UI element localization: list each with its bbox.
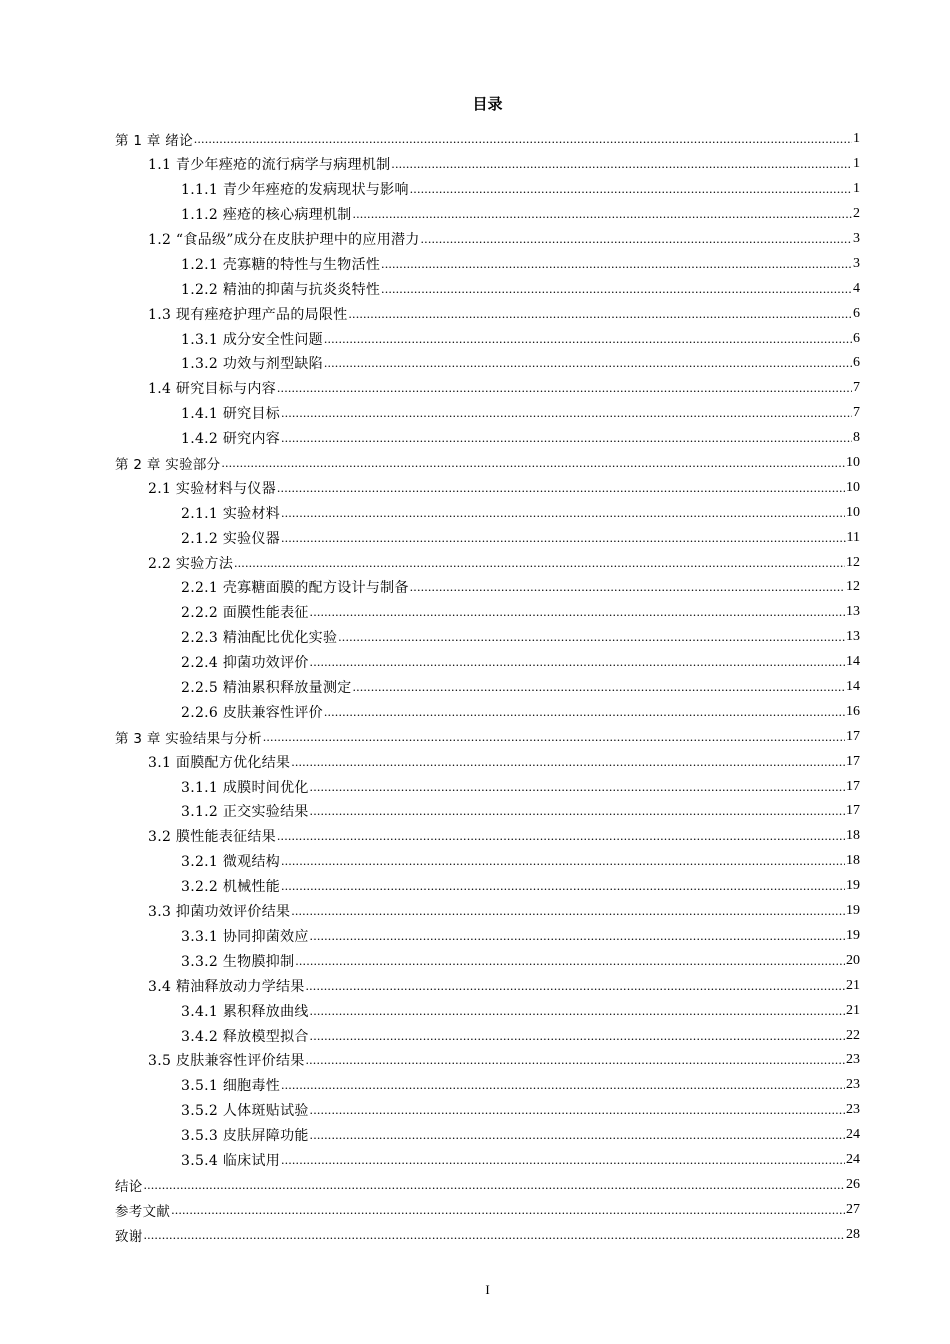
toc-entry-page: 17 (846, 728, 860, 744)
toc-dot-leader (263, 730, 845, 744)
toc-entry[interactable] (115, 426, 860, 451)
toc-entry-page: 6 (853, 355, 860, 371)
toc-entry-label: 第 3 章 实验结果与分析 (115, 730, 262, 747)
toc-entry-label: 3.3 抑菌功效评价结果 (148, 904, 291, 921)
toc-entry-label: 3.4.2 释放模型拟合 (181, 1028, 309, 1045)
toc-entry-label: 第 1 章 绪论 (115, 133, 193, 150)
toc-entry-page: 17 (846, 803, 860, 819)
toc-entry-label: 3.4.1 累积释放曲线 (181, 1003, 309, 1020)
toc-entry-page: 6 (853, 330, 860, 346)
toc-dot-leader (310, 1029, 845, 1043)
toc-dot-leader (410, 580, 845, 594)
toc-entry[interactable] (115, 625, 860, 650)
toc-entry-page: 6 (853, 305, 860, 321)
toc-dot-leader (381, 282, 852, 296)
toc-dot-leader (281, 406, 852, 420)
toc-dot-leader (281, 431, 852, 445)
toc-entry[interactable] (115, 1172, 860, 1197)
toc-dot-leader (324, 705, 845, 719)
toc-entry-page: 24 (846, 1151, 860, 1167)
toc-entry-page: 10 (846, 455, 860, 471)
toc-entry[interactable] (115, 351, 860, 376)
toc-entry[interactable] (115, 899, 860, 924)
toc-entry-page: 21 (846, 1002, 860, 1018)
toc-entry-page: 1 (853, 131, 860, 147)
toc-entry-label: 致谢 (115, 1228, 143, 1245)
toc-dot-leader (281, 879, 845, 893)
toc-entry-page: 18 (846, 828, 860, 844)
toc-entry-page: 26 (846, 1176, 860, 1192)
toc-entry-label: 2.2.1 壳寡糖面膜的配方设计与制备 (181, 580, 409, 597)
toc-entry-page: 27 (846, 1201, 860, 1217)
toc-entry-label: 2.1 实验材料与仪器 (148, 480, 277, 497)
toc-entry-page: 23 (846, 1077, 860, 1093)
toc-dot-leader (234, 556, 845, 570)
toc-entry-label: 3.2.1 微观结构 (181, 854, 281, 871)
toc-entry[interactable] (115, 525, 860, 550)
toc-entry-page: 19 (846, 878, 860, 894)
toc-dot-leader (324, 332, 852, 346)
toc-entry-label: 1.4.2 研究内容 (181, 431, 281, 448)
toc-dot-leader (281, 854, 845, 868)
toc-entry[interactable] (115, 1148, 860, 1173)
toc-entry[interactable] (115, 1073, 860, 1098)
toc-entry-label: 3.3.2 生物膜抑制 (181, 953, 295, 970)
toc-entry[interactable] (115, 575, 860, 600)
toc-dot-leader (281, 1078, 845, 1092)
toc-dot-leader (391, 157, 852, 171)
toc-entry-page: 4 (853, 280, 860, 296)
toc-entry-label: 2.2.3 精油配比优化实验 (181, 630, 338, 647)
toc-dot-leader (291, 755, 845, 769)
toc-entry-page: 18 (846, 853, 860, 869)
toc-entry[interactable] (115, 874, 860, 899)
toc-entry-label: 1.1.1 青少年痤疮的发病现状与影响 (181, 182, 409, 199)
toc-entry-page: 19 (846, 927, 860, 943)
toc-entry[interactable] (115, 600, 860, 625)
toc-entry[interactable] (115, 152, 860, 177)
toc-dot-leader (353, 207, 852, 221)
toc-entry-label: 参考文献 (115, 1203, 171, 1220)
toc-dot-leader (306, 979, 845, 993)
toc-entry-label: 3.3.1 协同抑菌效应 (181, 928, 309, 945)
toc-dot-leader (310, 605, 845, 619)
toc-dot-leader (310, 1103, 845, 1117)
toc-dot-leader (310, 804, 845, 818)
toc-entry-label: 3.1.1 成膜时间优化 (181, 779, 309, 796)
toc-entry-label: 3.2.2 机械性能 (181, 879, 281, 896)
toc-entry-page: 16 (846, 703, 860, 719)
toc-entry-page: 21 (846, 977, 860, 993)
toc-title: 目录 (472, 95, 503, 113)
toc-entry[interactable] (115, 924, 860, 949)
toc-entry[interactable] (115, 227, 860, 252)
toc-dot-leader (421, 232, 852, 246)
toc-entry-label: 1.2.1 壳寡糖的特性与生物活性 (181, 256, 381, 273)
toc-entry[interactable] (115, 475, 860, 500)
toc-entry[interactable] (115, 376, 860, 401)
toc-dot-leader (171, 1203, 845, 1217)
toc-entry[interactable] (115, 301, 860, 326)
toc-dot-leader (324, 356, 852, 370)
toc-entry-page: 14 (846, 654, 860, 670)
toc-entry[interactable] (115, 401, 860, 426)
toc-entry[interactable] (115, 1222, 860, 1247)
toc-entry-label: 1.1 青少年痤疮的流行病学与病理机制 (148, 157, 391, 174)
toc-entry[interactable] (115, 326, 860, 351)
toc-entry-label: 1.3.2 功效与剂型缺陷 (181, 356, 323, 373)
toc-dot-leader (410, 182, 852, 196)
toc-dot-leader (277, 381, 852, 395)
page-number: I (485, 1282, 490, 1297)
toc-entry[interactable] (115, 749, 860, 774)
toc-entry[interactable] (115, 973, 860, 998)
toc-entry[interactable] (115, 849, 860, 874)
toc-entry-page: 11 (846, 529, 860, 545)
toc-entry-page: 24 (846, 1127, 860, 1143)
toc-entry[interactable] (115, 550, 860, 575)
toc-entry[interactable] (115, 276, 860, 301)
toc-entry[interactable] (115, 699, 860, 724)
toc-entry-label: 3.1 面膜配方优化结果 (148, 754, 291, 771)
toc-entry-page: 22 (846, 1027, 860, 1043)
toc-entry-page: 3 (853, 231, 860, 246)
toc-entry-label: 第 2 章 实验部分 (115, 457, 221, 474)
toc-entry-label: 3.5 皮肤兼容性评价结果 (148, 1053, 305, 1070)
toc-dot-leader (144, 1178, 845, 1192)
toc-entry-page: 2 (853, 206, 860, 222)
toc-dot-leader (349, 307, 852, 321)
toc-dot-leader (310, 1128, 845, 1142)
toc-entry[interactable] (115, 948, 860, 973)
toc-entry-label: 1.3 现有痤疮护理产品的局限性 (148, 306, 348, 323)
toc-dot-leader (144, 1228, 845, 1242)
toc-entry-label: 2.1.2 实验仪器 (181, 530, 281, 547)
toc-entry[interactable] (115, 1098, 860, 1123)
toc-entry[interactable] (115, 799, 860, 824)
toc-entry[interactable] (115, 675, 860, 700)
toc-dot-leader (310, 929, 845, 943)
toc-entry-page: 13 (846, 629, 860, 645)
toc-entry[interactable] (115, 724, 860, 749)
toc-dot-leader (338, 630, 845, 644)
toc-entry-label: 2.2.5 精油累积释放量测定 (181, 680, 352, 697)
toc-entry-label: 2.2.6 皮肤兼容性评价 (181, 704, 323, 721)
toc-entry-page: 23 (846, 1052, 860, 1068)
toc-dot-leader (221, 456, 845, 470)
toc-dot-leader (353, 680, 845, 694)
toc-entry-page: 14 (846, 679, 860, 695)
toc-entry-page: 1 (853, 156, 860, 172)
toc-dot-leader (306, 1053, 845, 1067)
toc-entry-label: 3.1.2 正交实验结果 (181, 804, 309, 821)
toc-entry-page: 1 (853, 181, 860, 197)
toc-entry-label: 1.2 “食品级”成分在皮肤护理中的应用潜力 (148, 232, 420, 248)
toc-entry-label: 2.2.4 抑菌功效评价 (181, 655, 309, 672)
toc-entry[interactable] (115, 774, 860, 799)
toc-entry-label: 1.3.1 成分安全性问题 (181, 331, 323, 348)
toc-entry-label: 3.2 膜性能表征结果 (148, 829, 277, 846)
toc-entry[interactable] (115, 500, 860, 525)
toc-entry[interactable] (115, 650, 860, 675)
toc-entry-label: 1.4.1 研究目标 (181, 406, 281, 423)
toc-entry-page: 12 (846, 554, 860, 570)
toc-entry-page: 28 (846, 1226, 860, 1242)
toc-dot-leader (381, 257, 852, 271)
toc-entry-page: 20 (846, 952, 860, 968)
toc-entry[interactable] (115, 127, 860, 152)
toc-entry-label: 2.2.2 面膜性能表征 (181, 605, 309, 622)
toc-entry[interactable] (115, 202, 860, 227)
toc-dot-leader (281, 531, 845, 545)
toc-entry-page: 8 (853, 430, 860, 446)
toc-entry[interactable] (115, 451, 860, 476)
toc-dot-leader (281, 1153, 845, 1167)
toc-dot-leader (310, 655, 845, 669)
toc-entry-label: 3.5.3 皮肤屏障功能 (181, 1128, 309, 1145)
toc-entry-page: 23 (846, 1102, 860, 1118)
toc-entry-label: 2.1.1 实验材料 (181, 505, 281, 522)
toc-entry-page: 3 (853, 255, 860, 271)
toc-entry-label: 结论 (115, 1178, 143, 1195)
toc-entry-page: 7 (853, 405, 860, 421)
toc-list (115, 127, 860, 1247)
toc-entry-label: 3.5.4 临床试用 (181, 1152, 281, 1169)
toc-dot-leader (194, 132, 852, 146)
toc-entry-page: 12 (846, 579, 860, 595)
toc-dot-leader (295, 954, 845, 968)
toc-entry-label: 3.4 精油释放动力学结果 (148, 978, 305, 995)
toc-entry[interactable] (115, 998, 860, 1023)
toc-entry[interactable] (115, 251, 860, 276)
toc-entry-page: 10 (846, 504, 860, 520)
toc-dot-leader (281, 506, 845, 520)
toc-dot-leader (277, 481, 845, 495)
toc-entry-page: 19 (846, 903, 860, 919)
toc-dot-leader (291, 904, 845, 918)
toc-entry-label: 3.5.1 细胞毒性 (181, 1078, 281, 1095)
toc-entry-label: 1.2.2 精油的抑菌与抗炎炎特性 (181, 281, 381, 298)
toc-entry[interactable] (115, 1048, 860, 1073)
toc-entry-page: 17 (846, 753, 860, 769)
toc-entry-page: 13 (846, 604, 860, 620)
toc-entry-label: 1.4 研究目标与内容 (148, 381, 277, 398)
toc-dot-leader (310, 780, 845, 794)
toc-entry-label: 2.2 实验方法 (148, 555, 234, 572)
toc-entry[interactable] (115, 1123, 860, 1148)
toc-entry-page: 10 (846, 479, 860, 495)
toc-entry[interactable] (115, 824, 860, 849)
toc-entry-label: 3.5.2 人体斑贴试验 (181, 1103, 309, 1120)
toc-entry[interactable] (115, 177, 860, 202)
toc-dot-leader (277, 829, 845, 843)
toc-entry-page: 17 (846, 778, 860, 794)
toc-entry-page: 7 (853, 380, 860, 396)
toc-entry[interactable] (115, 1023, 860, 1048)
toc-entry-label: 1.1.2 痤疮的核心病理机制 (181, 207, 352, 224)
toc-entry[interactable] (115, 1197, 860, 1222)
toc-dot-leader (310, 1004, 845, 1018)
